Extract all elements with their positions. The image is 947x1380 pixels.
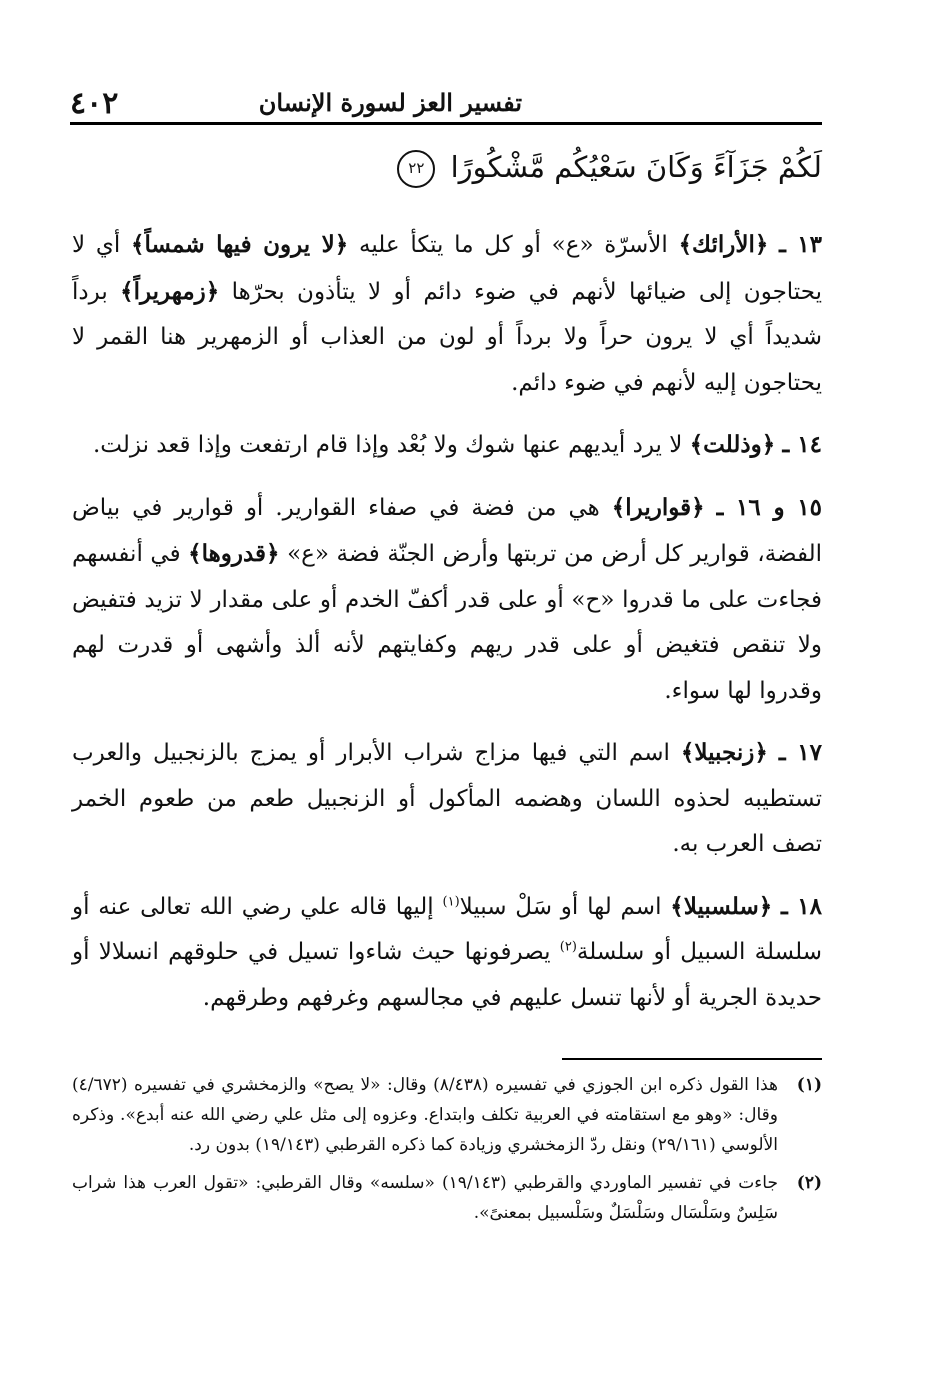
header-rule — [70, 122, 822, 125]
quranic-term: ﴿زنجبيلا﴾ — [680, 739, 768, 766]
item-number: ١٥ و ١٦ ـ — [716, 493, 823, 521]
commentary-text: اسم التي فيها مزاج شراب الأبرار أو يمزج بالزنجبيل والعرب تستطيبه لحذوه اللسان وهضمه المأكول أو الزنجبيل طعم من طعوم الخمر تصف العرب به. — [72, 740, 822, 857]
quranic-term: ﴿الأرائك﴾ — [678, 231, 769, 258]
commentary-item-13 — [72, 222, 822, 406]
quranic-term: ﴿وذللت﴾ — [689, 431, 776, 458]
footnote-ref[interactable]: (٢) — [559, 939, 577, 955]
footnotes — [72, 1070, 822, 1236]
footnote-number: (٢) — [796, 1173, 822, 1193]
commentary-item-15-16 — [72, 485, 822, 715]
item-number: ١٨ ـ — [781, 892, 822, 920]
commentary-text: لا يرد أيديهم عنها شوك ولا بُعْد وإذا قام ارتفعت وإذا قعد نزلت. — [92, 432, 690, 458]
commentary-text: أي لا يحتاجون إلى ضيائها لأنهم في ضوء دائم أو لا يتأذون بحرّها — [72, 232, 822, 305]
commentary-text: في أنفسهم فجاءت على ما قدروا «ح» أو على قدر أكفّ الخدم أو على مقدار لا تزيد فتفيض ولا تنقص فتغيض أو على قدر ريهم وكفايتهم لأنه ألذ وأشهى أو قدرت لهم وقدروا لها سواء. — [72, 541, 822, 704]
footnote-ref[interactable]: (١) — [442, 893, 460, 909]
quranic-term: ﴿قدروها﴾ — [188, 540, 280, 567]
item-number: ١٣ ـ — [779, 231, 823, 258]
quranic-term: ﴿سلسبيلا﴾ — [670, 892, 773, 920]
footnote-text: جاءت في تفسير الماوردي والقرطبي (١٩/١٤٣) «سلسه» وقال القرطبي: «تقول العرب هذا شراب سَلِسٌ وسَلْسَال وسَلْسَلٌ وسَلْسبيل بمعنىً». — [72, 1173, 778, 1223]
running-title: تفسير العز لسورة الإنسان — [258, 88, 522, 117]
footnote-number: (١) — [796, 1075, 822, 1095]
footnote — [72, 1168, 822, 1228]
page-header — [70, 82, 822, 122]
item-number: ١٧ ـ — [778, 739, 823, 766]
quranic-term: ﴿لا يرون فيها شمساً﴾ — [131, 231, 349, 258]
commentary-text: إليها قاله علي رضي الله تعالى عنه أو سلسلة السبيل أو سلسلة — [72, 893, 822, 965]
item-number: ١٤ ـ — [782, 431, 822, 458]
commentary-body — [72, 222, 822, 1037]
footnote — [72, 1070, 822, 1160]
verse-number-marker: ٢٢ — [397, 150, 435, 188]
quran-verse — [122, 150, 822, 188]
commentary-item-18 — [72, 884, 822, 1022]
commentary-text: برداً شديداً أي لا يرون حراً ولا برداً أو لون من العذاب أو الزمهرير هنا القمر لا يحتاجون إليه لأنهم في ضوء دائم. — [72, 278, 823, 396]
commentary-item-17 — [72, 730, 822, 868]
verse-text: لَكُمْ جَزَآءً وَكَانَ سَعْيُكُم مَّشْكُورًا — [450, 150, 822, 184]
quranic-term: ﴿زمهريراً﴾ — [120, 277, 220, 305]
quranic-term: ﴿قواريرا﴾ — [611, 493, 705, 521]
footnote-rule — [562, 1058, 822, 1060]
footnote-text: هذا القول ذكره ابن الجوزي في تفسيره (٨/٤٣٨) وقال: «لا يصح» والزمخشري في تفسيره (٤/٦٧٢) وقال: «وهو مع استقامته في العربية تكلف وابتداع. وعزوه إلى مثل علي رضي الله عنه أبدع». وذكره الألوسي (٢٩/١٦١) ونقل ردّ الزمخشري وزيادة كما ذكره القرطبي (١٩/١٤٣) بدون رد. — [72, 1075, 778, 1155]
commentary-item-14 — [72, 422, 822, 469]
commentary-text: اسم لها أو سَلْ سبيلا — [459, 893, 671, 920]
commentary-text: يصرفونها حيث شاءوا تسيل في حلوقهم انسلالا أو حديدة الجرية أو لأنها تنسل عليهم في مجالسهم وغرفهم وطرقهم. — [72, 939, 822, 1011]
page-number: ٤٠٢ — [70, 86, 119, 121]
commentary-text: هي من فضة في صفاء القوارير. أو قوارير في بياض الفضة، قوارير كل أرض من تربتها وأرض الجنّة فضة «ع» — [72, 494, 822, 567]
commentary-text: الأسرّة «ع» أو كل ما يتكأ عليه — [348, 232, 679, 258]
